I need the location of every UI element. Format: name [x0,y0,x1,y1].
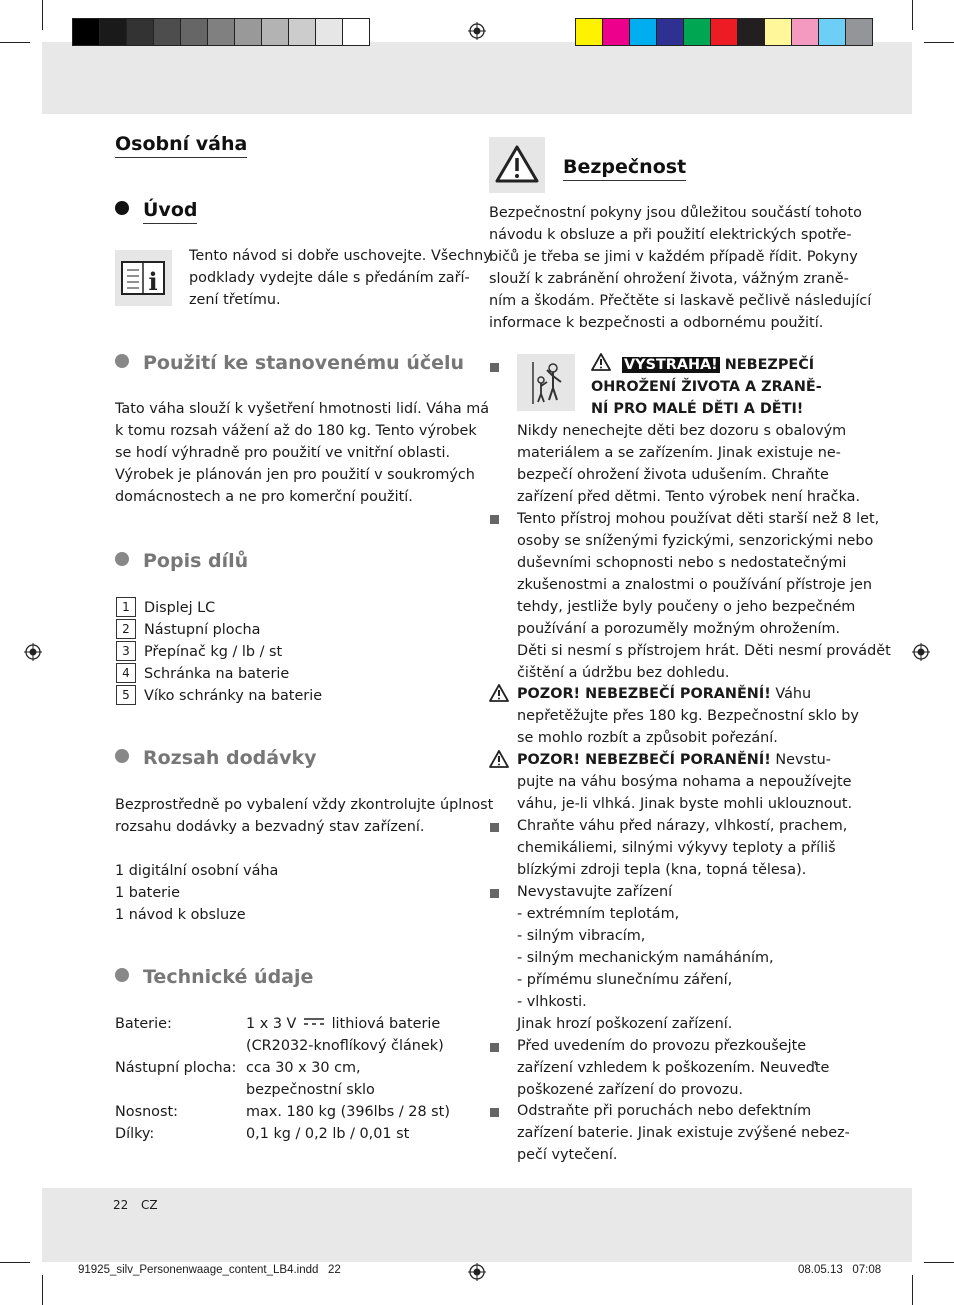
part-label: Víko schránky na baterie [144,688,323,704]
manual-info-icon [115,250,172,306]
text-line: Před uvedením do provozu přezkoušejte [517,1038,807,1054]
text-line: tehdy, jestliže byly poučeny o jeho bezpečném [517,599,856,615]
footer-band [42,1188,912,1262]
text-line: osoby se sníženými fyzickými, senzorickými nebo [517,533,874,549]
color-swatch [153,18,181,46]
caution-title: POZOR! NEBEZBEČÍ PORANĚNÍ! [517,686,771,702]
text-line: Tato váha slouží k vyšetření hmotnosti lidí. Váha má [115,401,490,417]
text-line: - vlhkosti. [517,994,587,1010]
document-title: Osobní váha [115,133,247,158]
text-line: slouží k zabránění ohrožení života, vážným zraně- [489,271,849,287]
bullet-dot [115,749,129,763]
warning-title-line [591,353,851,376]
color-swatch [737,18,765,46]
text-line: Bezpečnostní pokyny jsou důležitou součástí tohoto [489,205,862,221]
text-line: - přímému slunečnímu záření, [517,972,733,988]
text-line: - silným vibracím, [517,928,646,944]
bullet-dot [115,552,129,566]
caution-text: nepřetěžujte přes 180 kg. Bezpečnostní sklo by [517,708,859,724]
part-number: 5 [116,685,136,705]
crop-mark [912,0,913,30]
bullet-square [490,515,499,524]
part-item [116,685,322,707]
print-date: 08.05.13 07:08 [798,1264,882,1276]
text-line: poškozené zařízení do provozu. [517,1082,744,1098]
spec-row [115,1013,450,1057]
color-swatch [234,18,262,46]
children-text [517,508,891,684]
text-line: Děti si nesmí s přístrojem hrát. Děti nesmí provádět [517,643,891,659]
part-label: Schránka na baterie [144,666,290,682]
text-line: k tomu rozsah vážení až do 180 kg. Tento výrobek [115,423,477,439]
delivery-heading-text: Rozsah dodávky [143,747,317,769]
registration-mark-icon [468,22,486,40]
caution-triangle-icon [489,684,509,702]
color-swatch [764,18,792,46]
warning-label: VÝSTRAHA! [624,357,718,373]
warning-title-text: NÍ PRO MALÉ DĚTI A DĚTI! [591,401,804,417]
part-item [116,663,322,685]
text-line: duševními schopnosti nebo s nedostatečnými [517,555,847,571]
text-line: Nevystavujte zařízení [517,884,673,900]
text-line: Tento návod si dobře uschovejte. Všechny [189,248,492,264]
text-line: ním a škodám. Přečtěte si laskavě pečlivě následující [489,293,872,309]
crop-mark [42,1275,43,1305]
color-swatch [72,18,100,46]
text-line: používání a porozuměly možným ohrožením. [517,621,841,637]
page-number: 22 [113,1198,129,1212]
bullet-dot [115,968,129,982]
spec-value: max. 180 kg (396lbs / 28 st) [246,1104,450,1120]
part-label: Nástupní plocha [144,622,261,638]
remove-text [517,1100,850,1166]
text-line: zení třetímu. [189,292,281,308]
safety-text [489,202,871,334]
text-line: - silným mechanickým namáháním, [517,950,774,966]
color-swatch [126,18,154,46]
spec-row [115,1101,450,1123]
intro-heading-text: Úvod [143,199,197,224]
crop-mark [0,42,30,43]
bullet-square [490,1043,499,1052]
caution-text: pujte na váhu bosýma nohama a nepoužívejte [517,774,852,790]
text-line: Nikdy nenechejte děti bez dozoru s obalovým [517,423,847,439]
text-line: rozsahu dodávky a bezvadný stav zařízení. [115,819,425,835]
text-line: Tento přístroj mohou používat děti starší než 8 let, [517,511,880,527]
delivery-heading [115,747,317,769]
spec-value [246,1013,450,1057]
parts-list [116,597,322,707]
caution-text: Nevstu- [770,752,831,768]
text-line: se hodí výhradně pro použití ve vnitřní oblasti. [115,445,451,461]
color-swatch [656,18,684,46]
warning-title-text: NEBEZPEČÍ [724,357,815,373]
spec-label: Nástupní plocha: [115,1060,237,1076]
caution-triangle-icon [489,750,509,768]
text-line: 1 digitální osobní váha [115,863,279,879]
delivery-items [115,860,278,926]
check-text [517,1035,829,1101]
caution-text: váhu, je-li vlhká. Jinak byste mohli uklouznout. [517,796,853,812]
specs-heading-text: Technické údaje [143,966,314,988]
warning-block [591,353,851,420]
language-code: CZ [141,1198,158,1212]
caution-title: POZOR! NEBEZBEČÍ PORANĚNÍ! [517,752,771,768]
registration-mark-icon [468,1263,486,1281]
text-line: - extrémním teplotám, [517,906,680,922]
bullet-dot [115,201,129,215]
crop-mark [924,42,954,43]
part-item [116,641,322,663]
warning-triangle-icon [489,137,545,193]
color-swatch [261,18,289,46]
indd-filename: 91925_silv_Personenwaage_content_LB4.indd 22 [78,1264,341,1276]
usage-text [115,398,489,508]
text-line: domácnostech a ne pro komerční použití. [115,489,413,505]
usage-heading-text: Použití ke stanovenému účelu [143,352,465,374]
color-swatch [791,18,819,46]
caution-text: se mohlo rozbít a způsobit pořezání. [517,730,778,746]
text-line: návodu k obsluze a při použití elektrických spotře- [489,227,852,243]
text-line: materiálem a se zařízením. Jinak existuje ne- [517,445,841,461]
crop-mark [912,1275,913,1305]
text-line: zkušenostmi a znalostmi o používání přístroje jen [517,577,873,593]
intro-heading [115,199,197,221]
caution-text: Váhu [770,686,812,702]
spec-label: Dílky: [115,1126,155,1142]
caution-block-2 [517,749,852,815]
text-line: zařízení vzhledem k poškozením. Neuveďte [517,1060,830,1076]
usage-heading [115,352,464,374]
text-line: Jinak hrozí poškození zařízení. [517,1016,733,1032]
parts-heading-text: Popis dílů [143,550,249,572]
text-line: bičů je třeba se jimi v každém případě řídit. Pokyny [489,249,858,265]
color-swatch [342,18,370,46]
text-line: chemikáliemi, silnými výkyvy teploty a příliš [517,840,836,856]
text-line: Odstraňte při poruchách nebo defektním [517,1103,812,1119]
part-number: 3 [116,641,136,661]
bullet-square [490,823,499,832]
bullet-square [490,1108,499,1117]
warning-triangle-icon [591,353,611,371]
intro-text [189,245,492,311]
color-swatch [575,18,603,46]
child-warning-icon [517,354,575,411]
bullet-square [490,889,499,898]
spec-value-text: cca 30 x 30 cm, [246,1060,361,1076]
spec-label: Baterie: [115,1016,172,1032]
text-line: čištění a údržbu bez dohledu. [517,665,730,681]
delivery-text [115,794,493,838]
specs-heading [115,966,313,988]
spec-value: 0,1 kg / 0,2 lb / 0,01 st [246,1126,410,1142]
text-line: podklady vydejte dále s předáním zaří- [189,270,470,286]
text-line: zařízení před dětmi. Tento výrobek není hračka. [517,489,861,505]
text-line: informace k bezpečnosti a odbornému použití. [489,315,824,331]
part-number: 1 [116,597,136,617]
color-swatch [207,18,235,46]
crop-mark [42,0,43,30]
text-line: bezpečí ohrožení života udušením. Chraňte [517,467,829,483]
color-swatch [315,18,343,46]
text-line: Chraňte váhu před nárazy, vlhkostí, prachem, [517,818,848,834]
text-line: zařízení baterie. Jinak existuje zvýšené nebez- [517,1125,850,1141]
part-label: Přepínač kg / lb / st [144,644,283,660]
bullet-square [490,363,499,372]
header-band [42,42,912,114]
caution-block-1 [517,683,859,749]
color-swatch [180,18,208,46]
spec-value-text: bezpečnostní sklo [246,1082,375,1098]
protect-text [517,815,847,881]
crop-mark [924,1262,954,1263]
warning-text [517,420,860,508]
svg-text:i: i [148,267,158,296]
registration-mark-icon [24,643,42,661]
color-swatch [845,18,873,46]
spec-label: Nosnost: [115,1104,178,1120]
safety-heading: Bezpečnost [563,156,686,181]
spec-row [115,1123,450,1145]
warning-title-text: OHROŽENÍ ŽIVOTA A ZRANĚ- [591,379,822,395]
color-swatch [818,18,846,46]
text-line: 1 návod k obsluze [115,907,246,923]
spec-value-text: lithiová baterie [331,1016,441,1032]
text-line: 1 baterie [115,885,180,901]
color-swatch [602,18,630,46]
part-number: 4 [116,663,136,683]
text-line: Bezprostředně po vybalení vždy zkontrolujte úplnost [115,797,494,813]
color-swatch [288,18,316,46]
spec-value-text: (CR2032-knoflíkový článek) [246,1038,444,1054]
expose-text [517,881,774,1035]
spec-value [246,1057,450,1101]
text-line: Výrobek je plánován jen pro použití v soukromých [115,467,475,483]
spec-value-text: 1 x 3 V [246,1016,297,1032]
specs-table [115,1013,450,1145]
crop-mark [0,1262,30,1263]
color-swatch [629,18,657,46]
part-label: Displej LC [144,600,216,616]
spec-row [115,1057,450,1101]
color-swatch [683,18,711,46]
part-item [116,619,322,641]
parts-heading [115,550,248,572]
text-line: blízkými zdroji tepla (kna, topná tělesa). [517,862,807,878]
part-number: 2 [116,619,136,639]
color-swatch [710,18,738,46]
dc-current-icon [303,1017,325,1027]
color-swatch [99,18,127,46]
text-line: pečí vytečení. [517,1147,618,1163]
bullet-dot [115,354,129,368]
registration-mark-icon [912,643,930,661]
part-item [116,597,322,619]
